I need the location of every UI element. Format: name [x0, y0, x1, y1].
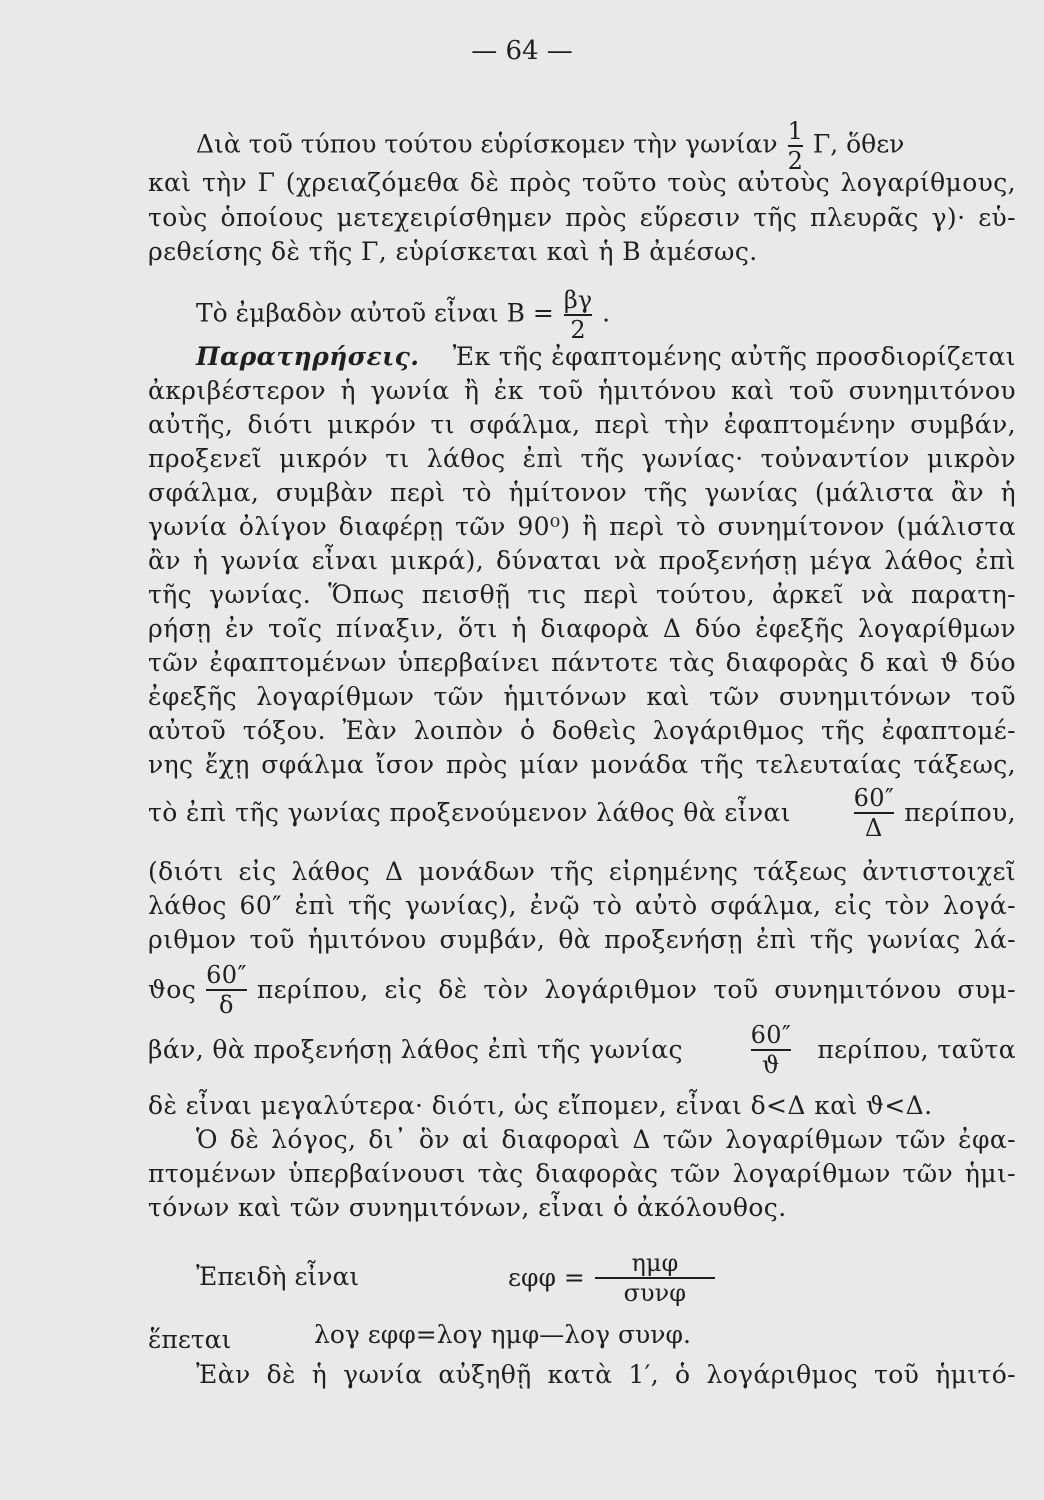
- fraction: [854, 785, 895, 841]
- text-line: λάθος 60″ ἐπὶ τῆς γωνίας), ἐνῷ τὸ αὐτὸ σφάλμα, εἰς τὸν λογά-: [148, 891, 1016, 920]
- text-line: νης ἔχῃ σφάλμα ἴσον πρὸς μίαν μονάδα τῆς τελευταίας τάξεως,: [148, 750, 1016, 779]
- text-line: [196, 287, 610, 343]
- text-segment: περίπου, εἰς δὲ τὸν λογάριθμον τοῦ συνημιτόνου συμ-: [256, 975, 1016, 1004]
- text-segment: .: [602, 298, 611, 328]
- fraction-numerator: 60″: [853, 784, 895, 812]
- fraction-numerator: ημφ: [631, 1249, 679, 1277]
- text-segment: Γ, ὅθεν: [812, 129, 905, 159]
- text-segment: βάν, θὰ προξενήσῃ λάθος ἐπὶ τῆς γωνίας: [148, 1035, 683, 1064]
- formula: λογ εφφ=λογ ημφ—λογ συνφ.: [314, 1320, 691, 1349]
- text-line: αὐτοῦ τόξου. Ἐὰν λοιπὸν ὁ δοθεὶς λογάριθμος τῆς ἐφαπτομέ-: [148, 716, 1016, 745]
- text-line: ἐφεξῆς λογαρίθμων τῶν ἡμιτόνων καὶ τῶν συνημιτόνων τοῦ: [148, 682, 1016, 711]
- formula: [508, 1250, 725, 1306]
- section-heading: Παρατηρήσεις.: [196, 342, 420, 371]
- text-line: καὶ τὴν Γ (χρειαζόμεθα δὲ πρὸς τοῦτο τοὺς αὐτοὺς λογαρίθμους,: [148, 168, 1016, 197]
- text-line: [196, 118, 904, 174]
- text-line: [196, 342, 1016, 372]
- text-line: αὐτῆς, διότι μικρόν τι σφάλμα, περὶ τὴν ἐφαπτομένην συμβάν,: [148, 410, 1016, 439]
- text-line: προξενεῖ μικρόν τι λάθος ἐπὶ τῆς γωνίας· τοὐναντίον μικρὸν: [148, 444, 1016, 473]
- fraction-denominator: 2: [787, 147, 803, 175]
- fraction-denominator: ϑ: [762, 1051, 780, 1079]
- fraction-numerator: βγ: [563, 286, 593, 314]
- fraction-denominator: 2: [570, 316, 586, 344]
- text-line: Ἐὰν δὲ ἡ γωνία αὐξηθῇ κατὰ 1′, ὁ λογάριθμος τοῦ ἡμιτό-: [196, 1360, 1016, 1389]
- text-line: δὲ εἶναι μεγαλύτερα· διότι, ὡς εἴπομεν, εἶναι δ<Δ καὶ ϑ<Δ.: [148, 1091, 933, 1120]
- fraction-denominator: δ: [219, 991, 234, 1019]
- text-segment: ἕπεται: [148, 1325, 232, 1354]
- text-segment: Ἐκ τῆς ἐφαπτομένης αὐτῆς προσδιορίζεται: [452, 342, 1016, 371]
- text-line: τοὺς ὁποίους μετεχειρίσθημεν πρὸς εὕρεσιν τῆς πλευρᾶς γ)· εὑ-: [148, 203, 1016, 232]
- page-number: — 64 —: [471, 36, 573, 66]
- text-line: τόνων καὶ τῶν συνημιτόνων, εἶναι ὁ ἀκόλουθος.: [148, 1193, 787, 1222]
- text-line: ἂν ἡ γωνία εἶναι μικρά), δύναται νὰ προξενήσῃ μέγα λάθος ἐπὶ: [148, 546, 1016, 575]
- text-segment: περίπου,: [904, 798, 1016, 827]
- text-line: [148, 785, 1016, 841]
- text-line: [148, 962, 1016, 1018]
- text-line: ἀκριβέστερον ἡ γωνία ἢ ἐκ τοῦ ἡμιτόνου καὶ τοῦ συνημιτόνου: [148, 376, 1016, 405]
- text-line: ρήσῃ ἐν τοῖς πίναξιν, ὅτι ἡ διαφορὰ Δ δύο ἐφεξῆς λογαρίθμων: [148, 614, 1016, 643]
- fraction-numerator: 60″: [206, 961, 247, 989]
- fraction: [595, 1250, 715, 1306]
- text-segment: ϑος: [148, 975, 197, 1004]
- text-line: ρεθείσης δὲ τῆς Γ, εὑρίσκεται καὶ ἡ Β ἀμέσως.: [148, 237, 758, 266]
- text-segment: Διὰ τοῦ τύπου τούτου εὑρίσκομεν τὴν γωνίαν: [196, 129, 778, 159]
- text-line: τῶν ἐφαπτομένων ὑπερβαίνει πάντοτε τὰς διαφορὰς δ καὶ ϑ δύο: [148, 648, 1016, 677]
- text-segment: εφφ =: [508, 1263, 585, 1292]
- text-segment: Τὸ ἐμβαδὸν αὐτοῦ εἶναι Β =: [196, 298, 554, 328]
- text-line: Ὁ δὲ λόγος, δι᾿ ὃν αἱ διαφοραὶ Δ τῶν λογαρίθμων τῶν ἐφα-: [196, 1125, 1016, 1154]
- text-segment: τὸ ἐπὶ τῆς γωνίας προξενούμενον λάθος θὰ εἶναι: [148, 798, 791, 827]
- fraction-numerator: 60″: [750, 1021, 792, 1049]
- fraction-numerator: 1: [787, 117, 803, 145]
- fraction: [788, 118, 803, 174]
- text-segment: Ἐπειδὴ εἶναι: [196, 1262, 360, 1291]
- text-line: τῆς γωνίας. Ὅπως πεισθῇ τις περὶ τούτου, ἀρκεῖ νὰ παρατη-: [148, 580, 1016, 609]
- fraction: [751, 1022, 792, 1078]
- text-line: σφάλμα, συμβὰν περὶ τὸ ἡμίτονον τῆς γωνίας (μάλιστα ἂν ἡ: [148, 478, 1016, 507]
- fraction: [206, 962, 247, 1018]
- text-line: γωνία ὀλίγον διαφέρῃ τῶν 90⁰) ἢ περὶ τὸ συνημίτονον (μάλιστα: [148, 512, 1016, 541]
- text-segment: περίπου, ταῦτα: [817, 1035, 1016, 1064]
- text-line: πτομένων ὑπερβαίνουσι τὰς διαφορὰς τῶν λογαρίθμων τῶν ἡμι-: [148, 1159, 1016, 1188]
- text-line: ριθμον τοῦ ἡμιτόνου συμβάν, θὰ προξενήσῃ ἐπὶ τῆς γωνίας λά-: [148, 925, 1016, 954]
- text-line: [148, 1022, 1016, 1078]
- text-line: (διότι εἰς λάθος Δ μονάδων τῆς εἰρημένης τάξεως ἀντιστοιχεῖ: [148, 857, 1016, 886]
- fraction-denominator: συνφ: [623, 1279, 687, 1307]
- fraction: [564, 287, 592, 343]
- fraction-denominator: Δ: [865, 814, 883, 842]
